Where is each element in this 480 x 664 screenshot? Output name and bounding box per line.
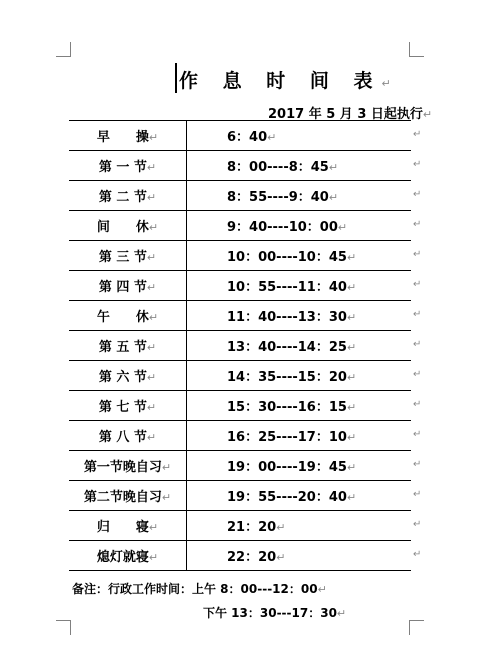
crop-mark-bottom-left <box>56 620 71 635</box>
period-label: 早 操 <box>96 130 149 145</box>
time-cell[interactable] <box>187 331 412 361</box>
row-end-mark-icon: ↵ <box>413 459 422 470</box>
period-label: 第 八 节 <box>98 430 147 445</box>
paragraph-mark-icon: ↵ <box>336 607 347 620</box>
paragraph-mark-icon: ↵ <box>381 77 391 90</box>
crop-mark-top-left <box>56 42 71 57</box>
time-cell[interactable] <box>187 421 412 451</box>
row-end-mark-icon: ↵ <box>413 549 422 560</box>
table-row <box>69 211 411 241</box>
period-cell[interactable] <box>69 421 187 451</box>
period-cell[interactable] <box>69 331 187 361</box>
period-cell[interactable] <box>69 181 187 211</box>
cell-mark-icon: ↵ <box>146 191 157 204</box>
admin-hours-note[interactable] <box>72 580 327 597</box>
time-range: 22：20 <box>227 550 277 565</box>
time-cell[interactable] <box>187 271 412 301</box>
time-cell[interactable] <box>187 241 412 271</box>
period-label: 第 七 节 <box>98 400 147 415</box>
time-range: 21：20 <box>227 520 277 535</box>
schedule-table <box>69 120 411 571</box>
period-label: 第 二 节 <box>98 190 147 205</box>
admin-hours-afternoon[interactable] <box>203 604 346 621</box>
time-range: 15：30----16：15 <box>227 400 347 415</box>
table-row <box>69 361 411 391</box>
period-cell[interactable] <box>69 391 187 421</box>
cell-mark-icon: ↵ <box>161 461 172 474</box>
period-label: 第一节晚自习 <box>83 460 162 475</box>
cell-mark-icon: ↵ <box>346 371 357 384</box>
period-label: 熄灯就寝 <box>96 550 149 565</box>
time-range: 14：35----15：20 <box>227 370 347 385</box>
table-row <box>69 121 411 151</box>
table-row <box>69 541 411 571</box>
cell-mark-icon: ↵ <box>328 191 339 204</box>
cell-mark-icon: ↵ <box>346 431 357 444</box>
table-row <box>69 301 411 331</box>
cell-mark-icon: ↵ <box>276 551 286 564</box>
table-row <box>69 241 411 271</box>
period-label: 第 五 节 <box>98 340 147 355</box>
table-row <box>69 421 411 451</box>
cell-mark-icon: ↵ <box>346 311 357 324</box>
cell-mark-icon: ↵ <box>346 251 357 264</box>
time-range: 8：55----9：40 <box>227 190 329 205</box>
cell-mark-icon: ↵ <box>148 131 159 144</box>
time-range: 10：00----10：45 <box>227 250 347 265</box>
row-end-mark-icon: ↵ <box>413 129 422 140</box>
time-cell[interactable] <box>187 511 412 541</box>
row-end-mark-icon: ↵ <box>413 309 422 320</box>
row-end-mark-icon: ↵ <box>413 249 422 260</box>
time-range: 11：40----13：30 <box>227 310 347 325</box>
cell-mark-icon: ↵ <box>267 131 277 144</box>
time-cell[interactable] <box>187 541 412 571</box>
time-cell[interactable] <box>187 301 412 331</box>
table-row <box>69 331 411 361</box>
time-cell[interactable] <box>187 151 412 181</box>
table-row <box>69 391 411 421</box>
cell-mark-icon: ↵ <box>328 161 339 174</box>
row-end-mark-icon: ↵ <box>413 339 422 350</box>
table-row <box>69 271 411 301</box>
row-end-mark-icon: ↵ <box>413 369 422 380</box>
time-range: 13：40----14：25 <box>227 340 347 355</box>
paragraph-mark-icon: ↵ <box>422 108 433 121</box>
cell-mark-icon: ↵ <box>146 251 157 264</box>
row-end-mark-icon: ↵ <box>413 159 422 170</box>
crop-mark-bottom-right <box>409 620 424 635</box>
cell-mark-icon: ↵ <box>148 221 159 234</box>
time-range: 10：55----11：40 <box>227 280 347 295</box>
cell-mark-icon: ↵ <box>148 521 159 534</box>
cell-mark-icon: ↵ <box>346 491 357 504</box>
cell-mark-icon: ↵ <box>346 461 357 474</box>
time-cell[interactable] <box>187 391 412 421</box>
period-cell[interactable] <box>69 451 187 481</box>
crop-mark-top-right <box>409 42 424 57</box>
time-cell[interactable] <box>187 451 412 481</box>
cell-mark-icon: ↵ <box>346 341 357 354</box>
time-cell[interactable] <box>187 361 412 391</box>
table-row <box>69 181 411 211</box>
row-end-mark-icon: ↵ <box>413 279 422 290</box>
cell-mark-icon: ↵ <box>148 551 159 564</box>
period-label: 第 四 节 <box>98 280 147 295</box>
time-cell[interactable] <box>187 121 412 151</box>
time-cell[interactable] <box>187 181 412 211</box>
period-cell[interactable] <box>69 361 187 391</box>
period-cell[interactable] <box>69 541 187 571</box>
cell-mark-icon: ↵ <box>346 401 357 414</box>
period-cell[interactable] <box>69 511 187 541</box>
time-range: 8：00----8：45 <box>227 160 329 175</box>
row-end-mark-icon: ↵ <box>413 189 422 200</box>
row-end-mark-icon: ↵ <box>413 489 422 500</box>
note-line-2: 下午 13：30---17：30 <box>203 606 337 620</box>
table-row <box>69 481 411 511</box>
period-cell[interactable] <box>69 271 187 301</box>
period-label: 间 休 <box>96 220 149 235</box>
cell-mark-icon: ↵ <box>146 431 157 444</box>
cell-mark-icon: ↵ <box>337 221 348 234</box>
row-end-mark-icon: ↵ <box>413 399 422 410</box>
row-end-mark-icon: ↵ <box>413 519 422 530</box>
period-cell[interactable] <box>69 121 187 151</box>
time-cell[interactable] <box>187 481 412 511</box>
period-label: 第二节晚自习 <box>83 490 162 505</box>
time-range: 6：40 <box>227 130 268 145</box>
row-end-mark-icon: ↵ <box>413 219 422 230</box>
page-title[interactable] <box>179 66 391 93</box>
time-range: 9：40----10：00 <box>227 220 338 235</box>
cell-mark-icon: ↵ <box>346 281 357 294</box>
period-cell[interactable] <box>69 241 187 271</box>
table-row <box>69 511 411 541</box>
period-label: 第 六 节 <box>98 370 147 385</box>
cell-mark-icon: ↵ <box>146 401 157 414</box>
table-row <box>69 151 411 181</box>
period-cell[interactable] <box>69 481 187 511</box>
period-cell[interactable] <box>69 151 187 181</box>
cell-mark-icon: ↵ <box>146 371 157 384</box>
note-line-1: 备注：行政工作时间：上午 8：00---12：00 <box>72 582 318 596</box>
text-cursor <box>175 63 177 93</box>
paragraph-mark-icon: ↵ <box>317 583 327 596</box>
cell-mark-icon: ↵ <box>161 491 172 504</box>
table-row <box>69 451 411 481</box>
time-cell[interactable] <box>187 211 412 241</box>
period-label: 第 三 节 <box>98 250 147 265</box>
cell-mark-icon: ↵ <box>146 341 157 354</box>
time-range: 19：00----19：45 <box>227 460 347 475</box>
period-cell[interactable] <box>69 301 187 331</box>
period-label: 归 寝 <box>96 520 149 535</box>
period-label: 第 一 节 <box>98 160 147 175</box>
cell-mark-icon: ↵ <box>276 521 286 534</box>
period-label: 午 休 <box>96 310 149 325</box>
time-range: 19：55----20：40 <box>227 490 347 505</box>
time-range: 16：25----17：10 <box>227 430 347 445</box>
title-text: 作 息 时 间 表 <box>179 70 382 92</box>
cell-mark-icon: ↵ <box>146 161 157 174</box>
effective-date-text: 2017 年 5 月 3 日起执行 <box>268 107 423 122</box>
row-end-mark-icon: ↵ <box>413 429 422 440</box>
period-cell[interactable] <box>69 211 187 241</box>
cell-mark-icon: ↵ <box>148 311 159 324</box>
cell-mark-icon: ↵ <box>146 281 157 294</box>
